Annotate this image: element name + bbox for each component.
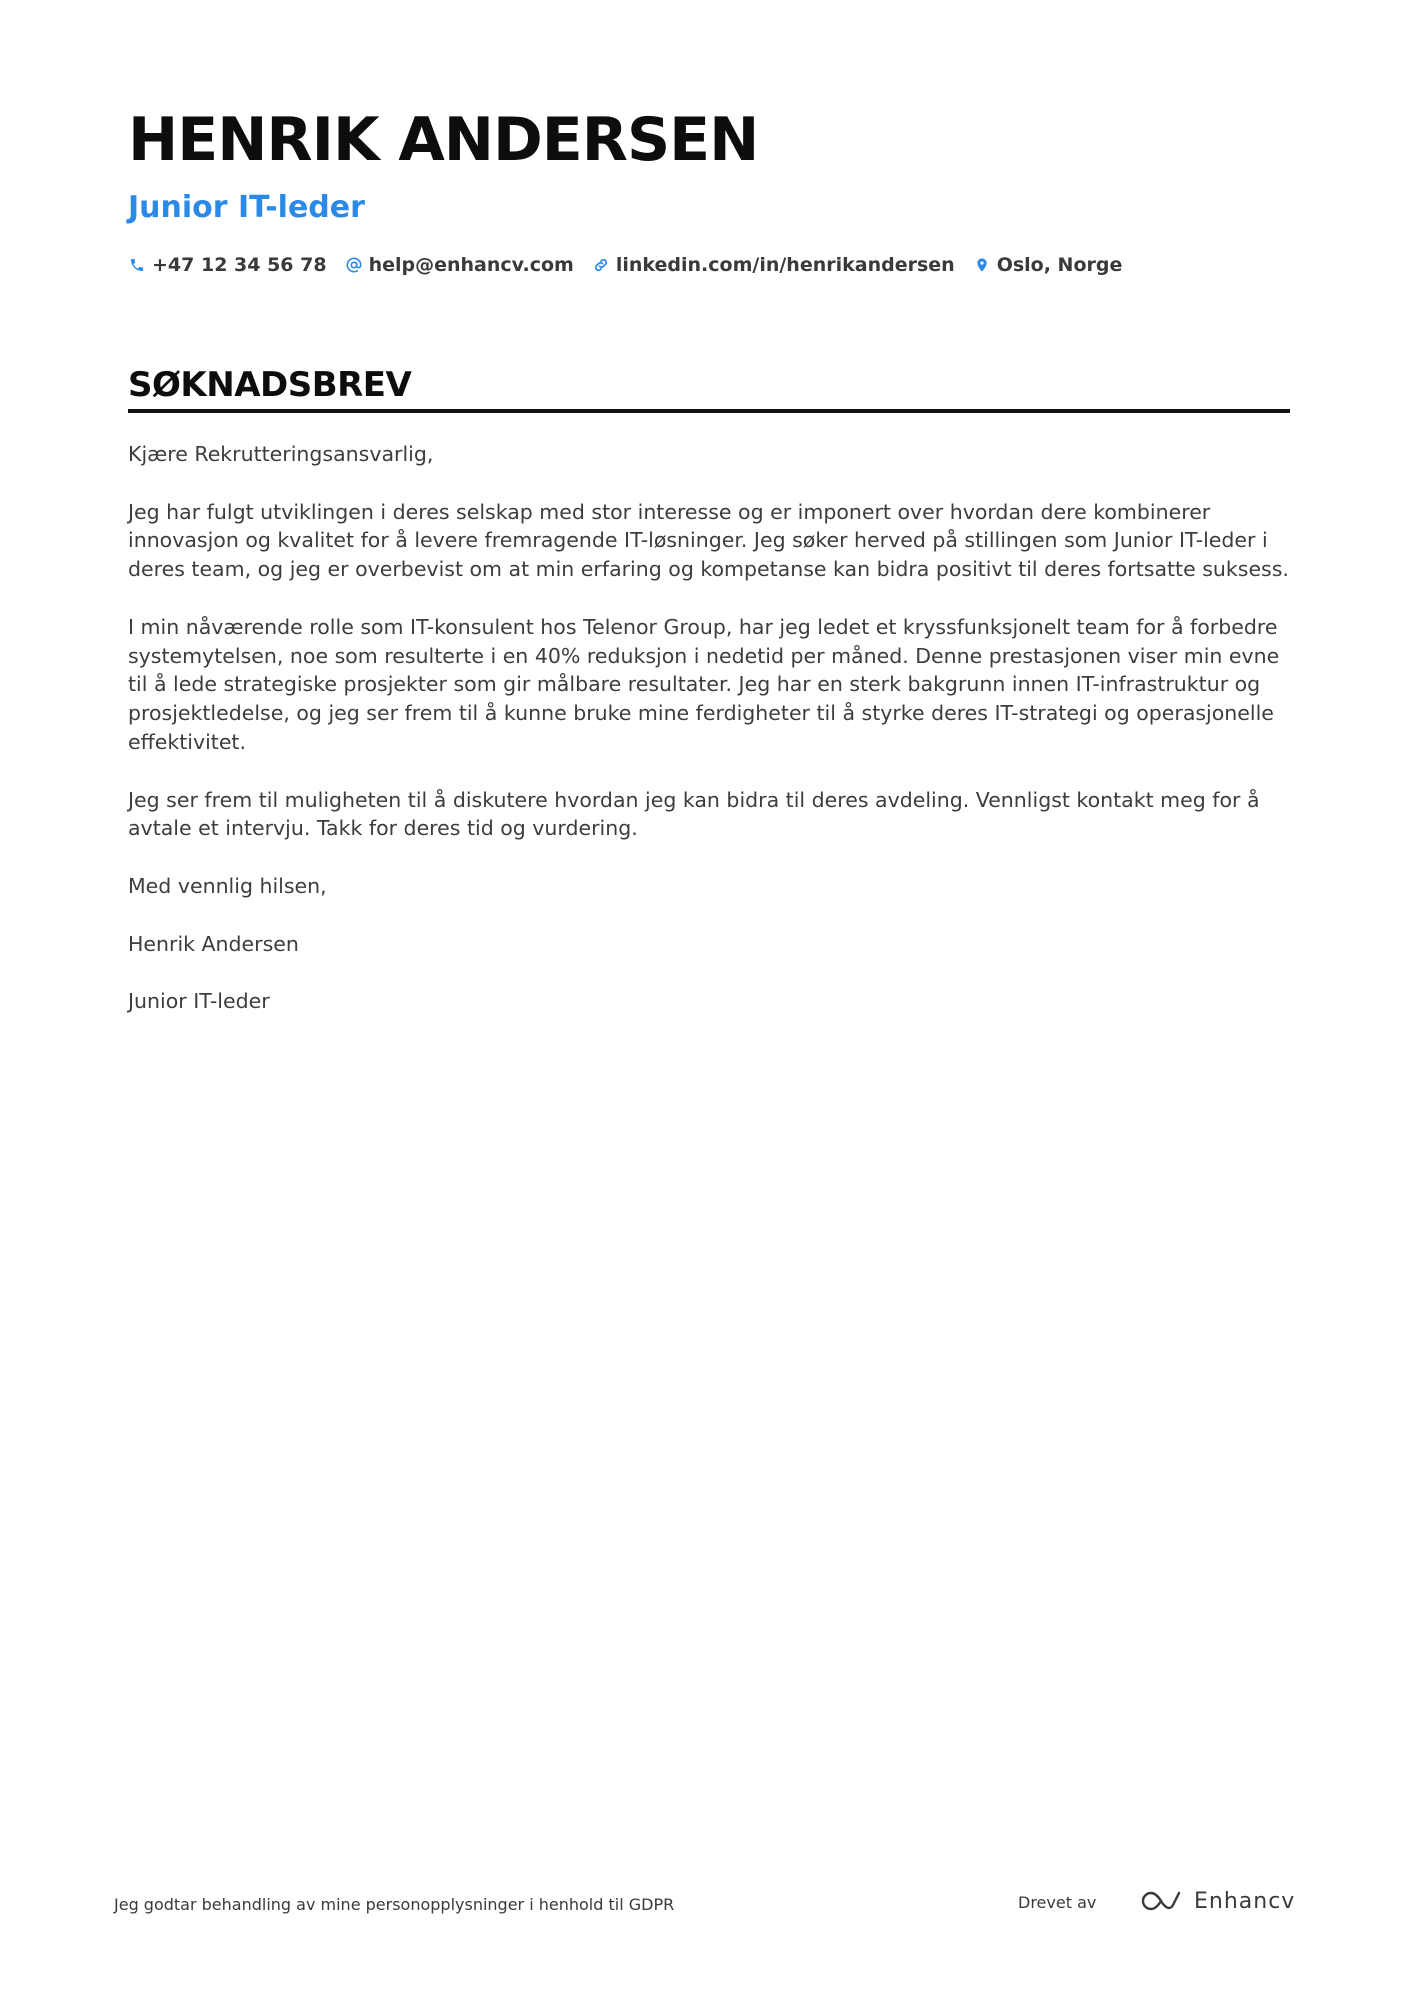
contact-row xyxy=(128,254,1122,276)
contact-location xyxy=(973,254,1123,276)
gdpr-consent-text: Jeg godtar behandling av mine personopplysninger i henhold til GDPR xyxy=(114,1895,675,1914)
brand-name: Enhancv xyxy=(1194,1888,1296,1914)
letter-salutation: Kjære Rekrutteringsansvarlig, xyxy=(128,442,434,466)
letter-paragraph: I min nåværende rolle som IT-konsulent hos Telenor Group, har jeg ledet et kryssfunksjonelt team for å forbedre systemytelsen, noe som resulterte i en 40% reduksjon i nedetid per måned. Denne prestasjonen viser min evne til å lede strategiske prosjekter som gir målbare resultater. Jeg har en sterk bakgrunn innen IT-infrastruktur og prosjektledelse, og jeg ser frem til å kunne bruke mine ferdigheter til å styrke deres IT-strategi og operasjonelle effektivitet. xyxy=(128,614,1280,754)
enhancv-logo[interactable] xyxy=(1138,1888,1295,1914)
contact-phone[interactable] xyxy=(128,254,327,276)
contact-phone-text: +47 12 34 56 78 xyxy=(152,254,327,276)
at-icon xyxy=(345,256,363,274)
letter-body xyxy=(128,440,1293,1045)
letter-paragraph: Jeg har fulgt utviklingen i deres selskap med stor interesse og er imponert over hvordan dere kombinerer innovasjon og kvalitet for å levere fremragende IT-løsninger. Jeg søker herved på stillingen som Junior IT-leder i deres team, og jeg er overbevist om at min erfaring og kompetanse kan bidra positivt til deres fortsatte suksess. xyxy=(128,499,1289,582)
letter-signature-name: Henrik Andersen xyxy=(128,931,299,956)
link-icon xyxy=(592,256,610,274)
candidate-role: Junior IT-leder xyxy=(128,190,365,225)
candidate-name: HENRIK ANDERSEN xyxy=(128,105,759,175)
contact-email-text: help@enhancv.com xyxy=(368,254,574,276)
section-divider xyxy=(128,409,1290,413)
powered-by-label: Drevet av xyxy=(1018,1893,1097,1912)
contact-linkedin-text: linkedin.com/in/henrikandersen xyxy=(615,254,955,276)
letter-paragraph: Jeg ser frem til muligheten til å diskutere hvordan jeg kan bidra til deres avdeling. Vennligst kontakt meg for å avtale et intervju. Takk for deres tid og vurdering. xyxy=(128,787,1260,841)
contact-location-text: Oslo, Norge xyxy=(996,254,1123,276)
infinity-logo-icon xyxy=(1138,1888,1184,1914)
letter-closing: Med vennlig hilsen, xyxy=(128,873,327,898)
letter-signature-role: Junior IT-leder xyxy=(128,989,270,1014)
contact-email[interactable] xyxy=(345,254,574,276)
phone-icon xyxy=(128,256,146,274)
section-title: SØKNADSBREV xyxy=(128,365,412,405)
location-icon xyxy=(973,256,991,274)
contact-linkedin[interactable] xyxy=(592,254,955,276)
